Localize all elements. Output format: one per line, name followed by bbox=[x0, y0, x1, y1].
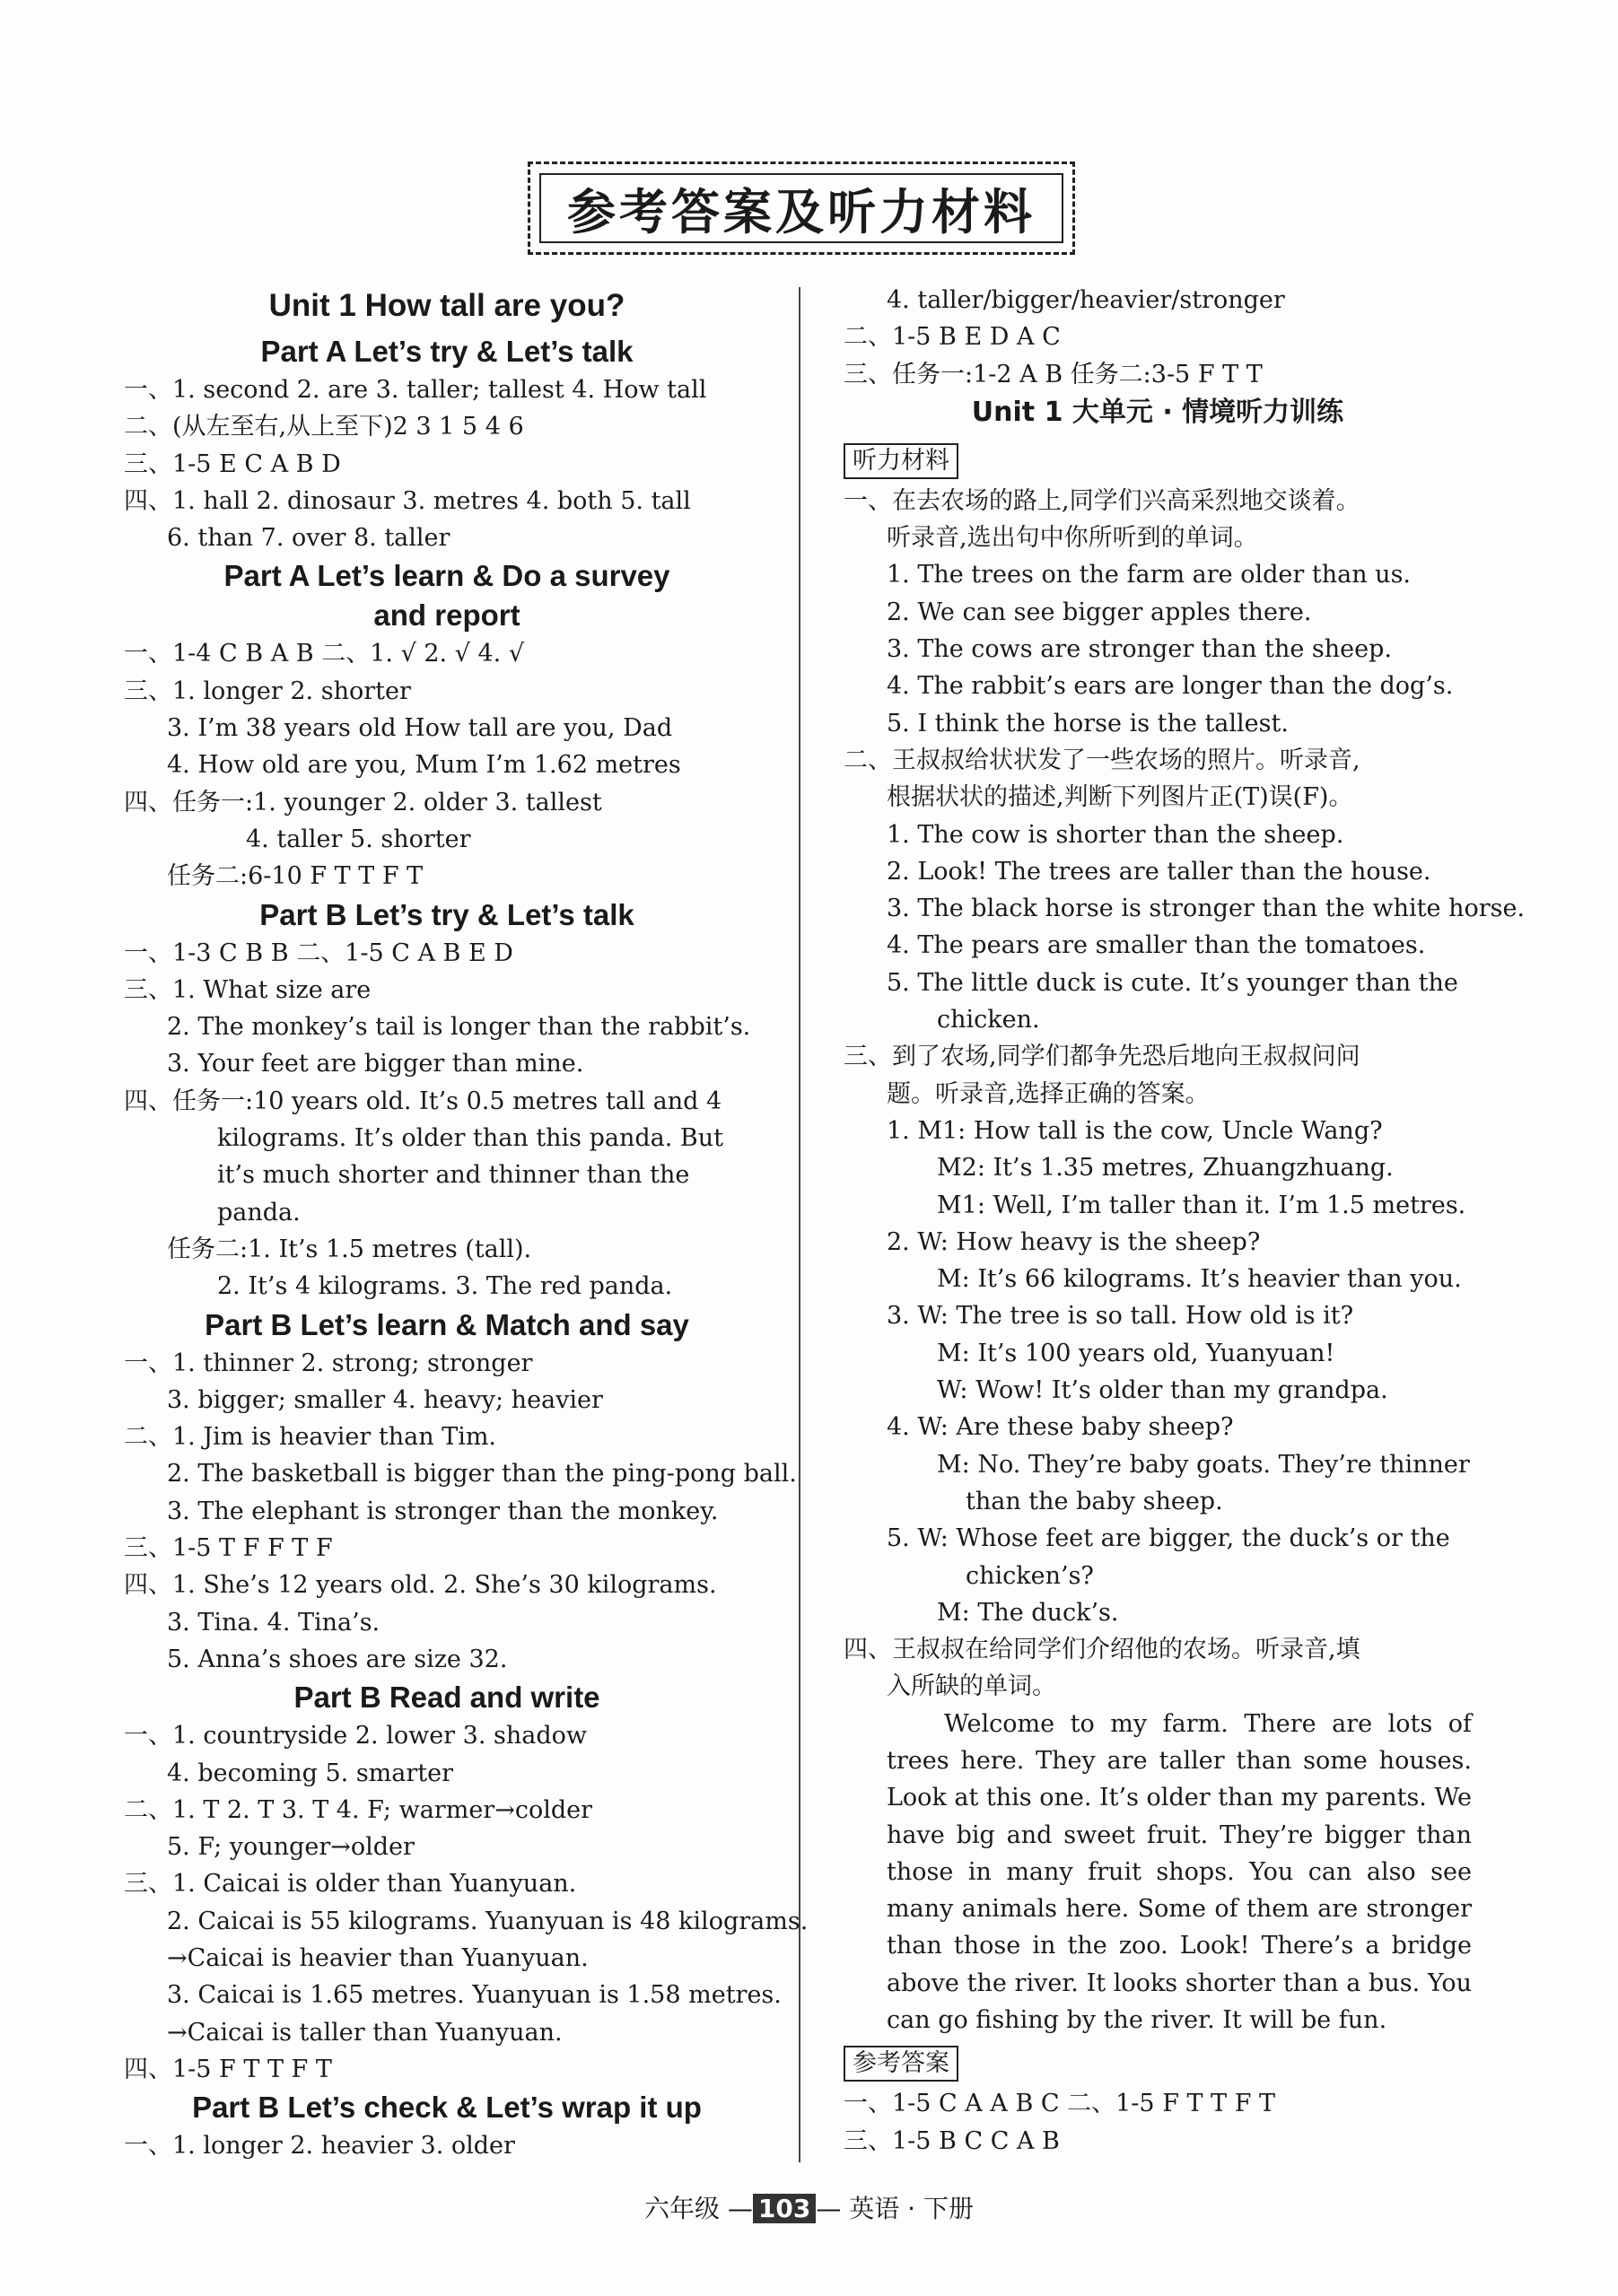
part-heading: Part A Let’s learn & Do a survey bbox=[223, 559, 670, 593]
answer-line: 三、1. longer 2. shorter bbox=[124, 677, 411, 705]
answer-line: 6. than 7. over 8. taller bbox=[167, 524, 450, 553]
section-tag: 听力材料 bbox=[844, 443, 958, 479]
page-footer: 六年级 — 103 — 英语 · 下册 bbox=[644, 2194, 974, 2223]
answer-line: 三、1-5 T F F T F bbox=[124, 1534, 333, 1563]
answer-line: M1: Well, I’m taller than it. I’m 1.5 metres. bbox=[937, 1191, 1466, 1219]
answer-line: 3. Your feet are bigger than mine. bbox=[167, 1050, 584, 1078]
answer-line: 3. W: The tree is so tall. How old is it? bbox=[887, 1302, 1354, 1331]
answer-line: 2. The basketball is bigger than the ping-pong ball. bbox=[167, 1460, 797, 1488]
answer-line: 一、1. countryside 2. lower 3. shadow bbox=[124, 1722, 587, 1750]
answer-line: 4. W: Are these baby sheep? bbox=[887, 1413, 1234, 1442]
answer-line: W: Wow! It’s older than my grandpa. bbox=[937, 1376, 1388, 1405]
section-heading: Unit 1 大单元 · 情境听力训练 bbox=[971, 396, 1344, 428]
answer-line: 三、到了农场,同学们都争先恐后地向王叔叔问问 bbox=[844, 1043, 1360, 1071]
answer-line: 三、1. What size are bbox=[124, 975, 372, 1004]
answer-line: 题。听录音,选择正确的答案。 bbox=[887, 1079, 1210, 1108]
answer-line: 4. The pears are smaller than the tomatoes. bbox=[887, 931, 1426, 960]
answer-line: 一、1. second 2. are 3. taller; tallest 4. How tall bbox=[124, 376, 707, 404]
answer-line: panda. bbox=[217, 1198, 301, 1227]
answer-line: kilograms. It’s older than this panda. But bbox=[217, 1124, 723, 1153]
column-divider bbox=[799, 287, 800, 2162]
part-heading: Part B Read and write bbox=[293, 1681, 600, 1715]
answer-line: 四、王叔叔在给同学们介绍他的农场。听录音,填 bbox=[844, 1636, 1360, 1664]
answer-line: 三、1. Caicai is older than Yuanyuan. bbox=[124, 1870, 577, 1899]
answer-line: 5. F; younger→older bbox=[167, 1833, 415, 1862]
part-heading: and report bbox=[373, 598, 520, 633]
answer-line: chicken’s? bbox=[966, 1561, 1094, 1590]
answer-line: 三、任务一:1-2 A B 任务二:3-5 F T T bbox=[844, 360, 1263, 388]
answer-line: 一、在去农场的路上,同学们兴高采烈地交谈着。 bbox=[844, 486, 1360, 515]
answer-line: 3. bigger; smaller 4. heavy; heavier bbox=[167, 1385, 603, 1414]
answer-line: 2. W: How heavy is the sheep? bbox=[887, 1227, 1261, 1256]
answer-line: 二、王叔叔给状状发了一些农场的照片。听录音, bbox=[844, 746, 1360, 774]
answer-line: 一、1. longer 2. heavier 3. older bbox=[124, 2132, 515, 2161]
answer-line: M: No. They’re baby goats. They’re thinner bbox=[937, 1450, 1470, 1479]
answer-line: 一、1-3 C B B 二、1-5 C A B E D bbox=[124, 938, 513, 967]
answer-line: 4. becoming 5. smarter bbox=[167, 1759, 454, 1787]
part-heading: Part B Let’s try & Let’s talk bbox=[259, 897, 634, 931]
left-column bbox=[124, 269, 809, 2164]
answer-line: 一、1. thinner 2. strong; stronger bbox=[124, 1349, 533, 1377]
answer-line: 1. The cow is shorter than the sheep. bbox=[887, 820, 1344, 849]
answer-line: 5. W: Whose feet are bigger, the duck’s or the bbox=[887, 1524, 1450, 1553]
answer-line: 4. taller 5. shorter bbox=[246, 825, 471, 853]
answer-line: 四、任务一:1. younger 2. older 3. tallest bbox=[124, 788, 602, 816]
answer-line: 4. The rabbit’s ears are longer than the dog’s. bbox=[887, 672, 1454, 701]
answer-line: 任务二:6-10 F T T F T bbox=[167, 862, 424, 891]
answer-line: 2. Look! The trees are taller than the house. bbox=[887, 857, 1431, 886]
answer-line: M: It’s 100 years old, Yuanyuan! bbox=[937, 1339, 1335, 1367]
part-heading: Part B Let’s learn & Match and say bbox=[205, 1307, 689, 1341]
answer-line: it’s much shorter and thinner than the bbox=[217, 1161, 690, 1190]
answer-line: 2. It’s 4 kilograms. 3. The red panda. bbox=[217, 1272, 673, 1301]
answer-line: chicken. bbox=[937, 1006, 1040, 1035]
answer-line: 二、(从左至右,从上至下)2 3 1 5 4 6 bbox=[124, 413, 524, 441]
part-heading: Part A Let’s try & Let’s talk bbox=[260, 335, 634, 368]
section-tag: 参考答案 bbox=[844, 2046, 958, 2082]
answer-line: 入所缺的单词。 bbox=[887, 1672, 1056, 1701]
answer-line: M: The duck’s. bbox=[937, 1598, 1119, 1627]
answer-line: 任务二:1. It’s 1.5 metres (tall). bbox=[167, 1235, 532, 1263]
footer-grade: 六年级 bbox=[644, 2194, 721, 2223]
answer-line: 四、1. hall 2. dinosaur 3. metres 4. both 5. tall bbox=[124, 486, 691, 515]
answer-line: 3. The black horse is stronger than the white horse. bbox=[887, 895, 1526, 923]
answer-line: 听录音,选出句中你所听到的单词。 bbox=[887, 524, 1258, 553]
answer-line: 1. The trees on the farm are older than us. bbox=[887, 561, 1412, 589]
answer-line: 3. The elephant is stronger than the monkey. bbox=[167, 1497, 719, 1525]
answer-line: 5. The little duck is cute. It’s younger than the bbox=[887, 968, 1458, 997]
footer-subject: 英语 · 下册 bbox=[849, 2194, 974, 2223]
part-heading: Part B Let’s check & Let’s wrap it up bbox=[192, 2091, 702, 2125]
answer-line: 四、任务一:10 years old. It’s 0.5 metres tall and 4 bbox=[124, 1087, 722, 1115]
answer-line: 3. I’m 38 years old How tall are you, Dad bbox=[167, 714, 673, 743]
answer-line: M2: It’s 1.35 metres, Zhuangzhuang. bbox=[937, 1154, 1394, 1183]
answer-line: 2. We can see bigger apples there. bbox=[887, 598, 1312, 626]
answer-line: 1. M1: How tall is the cow, Uncle Wang? bbox=[887, 1116, 1383, 1145]
answer-line: 3. Tina. 4. Tina’s. bbox=[167, 1608, 380, 1637]
answer-line: 二、1-5 B E D A C bbox=[844, 323, 1061, 352]
answer-line: M: It’s 66 kilograms. It’s heavier than you. bbox=[937, 1265, 1462, 1294]
answer-line: →Caicai is taller than Yuanyuan. bbox=[167, 2018, 563, 2047]
listening-paragraph: Welcome to my farm. There are lots of trees here. They are taller than some houses. Look at this one. It’s older than my parents. We have big and sweet fruit. They’re bigger than those in many fruit shops. You can also see many animals here. Some of them are stronger than those in the zoo. Look! There’s a bridge above the river. It looks shorter than a bus. You can go fishing by the river. It will be fun. bbox=[887, 1709, 1472, 2035]
unit-heading: Unit 1 How tall are you? bbox=[268, 288, 625, 323]
answer-line: 5. Anna’s shoes are size 32. bbox=[167, 1645, 508, 1673]
answer-line: 4. taller/bigger/heavier/stronger bbox=[887, 286, 1285, 314]
answer-line: 根据状状的描述,判断下列图片正(T)误(F)。 bbox=[887, 783, 1353, 812]
answer-line: 2. Caicai is 55 kilograms. Yuanyuan is 48 kilograms. bbox=[167, 1907, 809, 1935]
right-column bbox=[844, 282, 1526, 2160]
answer-line: 二、1. T 2. T 3. T 4. F; warmer→colder bbox=[124, 1795, 593, 1824]
answer-line: 四、1-5 F T T F T bbox=[124, 2055, 332, 2083]
answer-line: 三、1-5 B C C A B bbox=[844, 2126, 1060, 2155]
answer-line: 2. The monkey’s tail is longer than the rabbit’s. bbox=[167, 1013, 751, 1042]
answer-line: 一、1-4 C B A B 二、1. √ 2. √ 4. √ bbox=[124, 640, 525, 668]
answer-line: 二、1. Jim is heavier than Tim. bbox=[124, 1423, 497, 1452]
page-title: 参考答案及听力材料 bbox=[567, 183, 1036, 240]
answer-line: 四、1. She’s 12 years old. 2. She’s 30 kilograms. bbox=[124, 1571, 717, 1600]
answer-line: 5. I think the horse is the tallest. bbox=[887, 709, 1289, 738]
answer-line: 一、1-5 C A A B C 二、1-5 F T T F T bbox=[844, 2090, 1276, 2118]
answer-line: 3. Caicai is 1.65 metres. Yuanyuan is 1.58 metres. bbox=[167, 1981, 782, 2010]
answer-line: →Caicai is heavier than Yuanyuan. bbox=[167, 1943, 589, 1972]
title-box bbox=[528, 162, 1075, 255]
answer-line: 三、1-5 E C A B D bbox=[124, 450, 341, 478]
page-number: 103 bbox=[753, 2194, 816, 2223]
answer-line: 3. The cows are stronger than the sheep. bbox=[887, 635, 1392, 664]
answer-line: 4. How old are you, Mum I’m 1.62 metres bbox=[167, 751, 681, 780]
answer-line: than the baby sheep. bbox=[966, 1487, 1223, 1515]
